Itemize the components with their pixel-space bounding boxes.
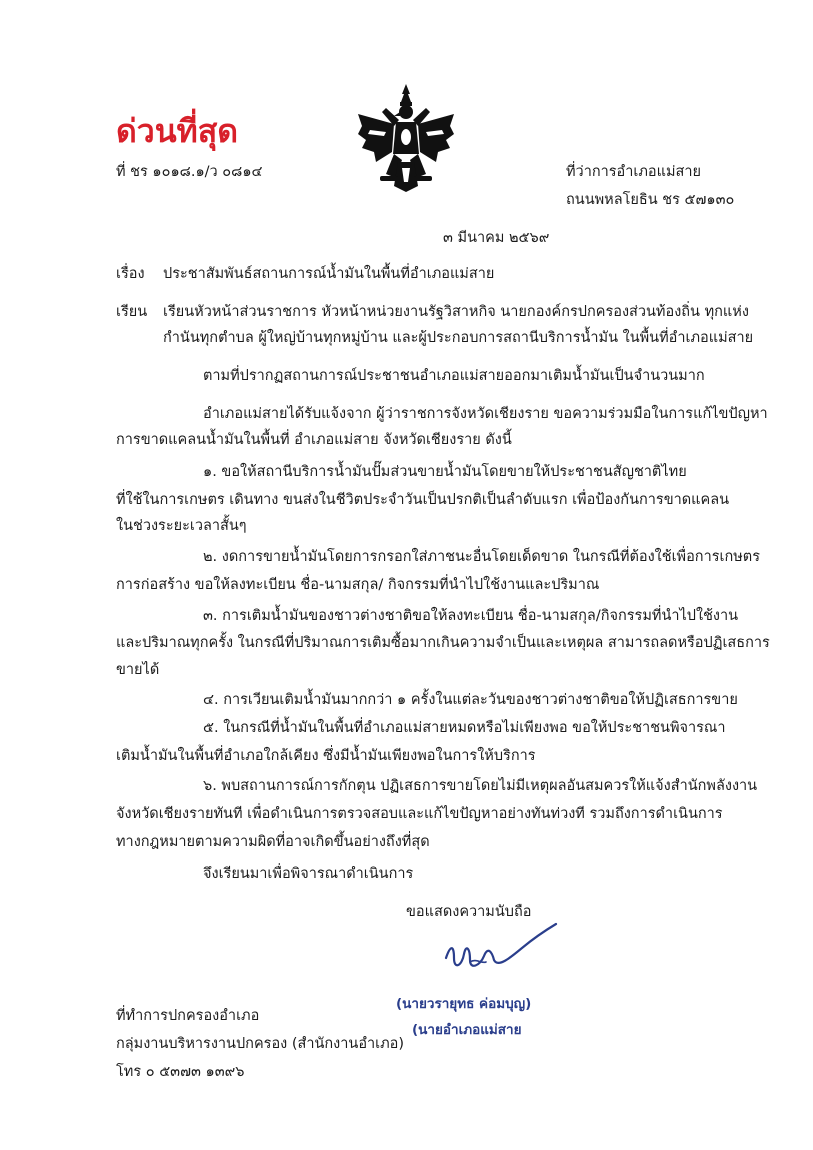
item-1-line-1: ๑. ขอให้สถานีบริการน้ำมันปั๊มส่วนขายน้ำมันโดยขายให้ประชาชนสัญชาติไทย [203, 464, 687, 480]
item-6-line-2: จังหวัดเชียงรายทันที เพื่อดำเนินการตรวจสอบและแก้ไขปัญหาอย่างทันท่วงที รวมถึงการดำเนินการ [116, 806, 723, 822]
item-3-line-2: และปริมาณทุกครั้ง ในกรณีที่ปริมาณการเติมซื้อมากเกินความจำเป็นและเหตุผล สามารถลดหรือปฏิเสธการ [116, 635, 770, 651]
intro-paragraph: ตามที่ปรากฏสถานการณ์ประชาชนอำเภอแม่สายออกมาเติมน้ำมันเป็นจำนวนมาก [203, 368, 705, 384]
signatory-name: (นายวรายุทธ ค่อมบุญ) [396, 996, 532, 1012]
footer-phone: โทร ๐ ๕๓๗๓ ๑๓๙๖ [116, 1064, 245, 1080]
recipient-line-2: กำนันทุกตำบล ผู้ใหญ่บ้านทุกหมู่บ้าน และผู้ประกอบการสถานีบริการน้ำมัน ในพื้นที่อำเภอแม่สาย [163, 330, 754, 346]
signatory-title: (นายอำเภอแม่สาย [412, 1022, 522, 1038]
item-5-line-2: เติมน้ำมันในพื้นที่อำเภอใกล้เคียง ซึ่งมีน้ำมันเพียงพอในการให้บริการ [116, 748, 536, 764]
garuda-emblem-icon [356, 82, 456, 192]
item-1-line-2: ที่ใช้ในการเกษตร เดินทาง ขนส่งในชีวิตประจำวันเป็นปรกติเป็นลำดับแรก เพื่อป้องกันการขาดแคลน [116, 492, 730, 508]
sender-address: ถนนพหลโยธิน ชร ๕๗๑๓๐ [566, 192, 735, 208]
item-4-line-1: ๔. การเวียนเติมน้ำมันมากกว่า ๑ ครั้งในแต่ละวันของชาวต่างชาติขอให้ปฏิเสธการขาย [203, 692, 738, 708]
item-3-line-3: ขายได้ [116, 662, 160, 678]
handwritten-signature-icon [440, 918, 560, 982]
urgency-label: ด่วนที่สุด [116, 112, 239, 150]
document-date: ๓ มีนาคม ๒๕๖๙ [443, 230, 550, 246]
recipient-line-1: เรียนหัวหน้าส่วนราชการ หัวหน้าหน่วยงานรัฐวิสาหกิจ นายกองค์กรปกครองส่วนท้องถิ่น ทุกแห่ง [163, 304, 749, 320]
doc-number: ที่ ชร ๑๐๑๘.๑/ว ๐๘๑๔ [116, 164, 263, 180]
item-2-line-2: การก่อสร้าง ขอให้ลงทะเบียน ชื่อ-นามสกุล/ กิจกรรมที่นำไปใช้งานและปริมาณ [116, 577, 600, 593]
item-1-line-3: ในช่วงระยะเวลาสั้นๆ [116, 518, 247, 534]
recipient-label: เรียน [116, 304, 148, 320]
subject-label: เรื่อง [116, 266, 145, 282]
regards-text: ขอแสดงความนับถือ [406, 904, 532, 920]
paragraph-2-line-1: อำเภอแม่สายได้รับแจ้งจาก ผู้ว่าราชการจังหวัดเชียงราย ขอความร่วมมือในการแก้ไขปัญหา [203, 406, 768, 422]
item-3-line-1: ๓. การเติมน้ำมันของชาวต่างชาติขอให้ลงทะเบียน ชื่อ-นามสกุล/กิจกรรมที่นำไปใช้งาน [203, 608, 739, 624]
sender-office: ที่ว่าการอำเภอแม่สาย [566, 164, 702, 180]
item-6-line-1: ๖. พบสถานการณ์การกักตุน ปฏิเสธการขายโดยไม่มีเหตุผลอันสมควรให้แจ้งสำนักพลังงาน [203, 778, 758, 794]
subject-text: ประชาสัมพันธ์สถานการณ์น้ำมันในพื้นที่อำเภอแม่สาย [163, 266, 495, 282]
footer-division: กลุ่มงานบริหารงานปกครอง (สำนักงานอำเภอ) [116, 1036, 405, 1052]
item-5-line-1: ๕. ในกรณีที่น้ำมันในพื้นที่อำเภอแม่สายหมดหรือไม่เพียงพอ ขอให้ประชาชนพิจารณา [203, 720, 726, 736]
item-6-line-3: ทางกฎหมายตามความผิดที่อาจเกิดขึ้นอย่างถึงที่สุด [116, 834, 430, 850]
footer-office: ที่ทำการปกครองอำเภอ [116, 1008, 260, 1024]
paragraph-2-line-2: การขาดแคลนน้ำมันในพื้นที่ อำเภอแม่สาย จังหวัดเชียงราย ดังนี้ [116, 432, 512, 448]
closing-line: จึงเรียนมาเพื่อพิจารณาดำเนินการ [203, 866, 414, 882]
item-2-line-1: ๒. งดการขายน้ำมันโดยการกรอกใส่ภาชนะอื่นโดยเด็ดขาด ในกรณีที่ต้องใช้เพื่อการเกษตร [203, 549, 761, 565]
